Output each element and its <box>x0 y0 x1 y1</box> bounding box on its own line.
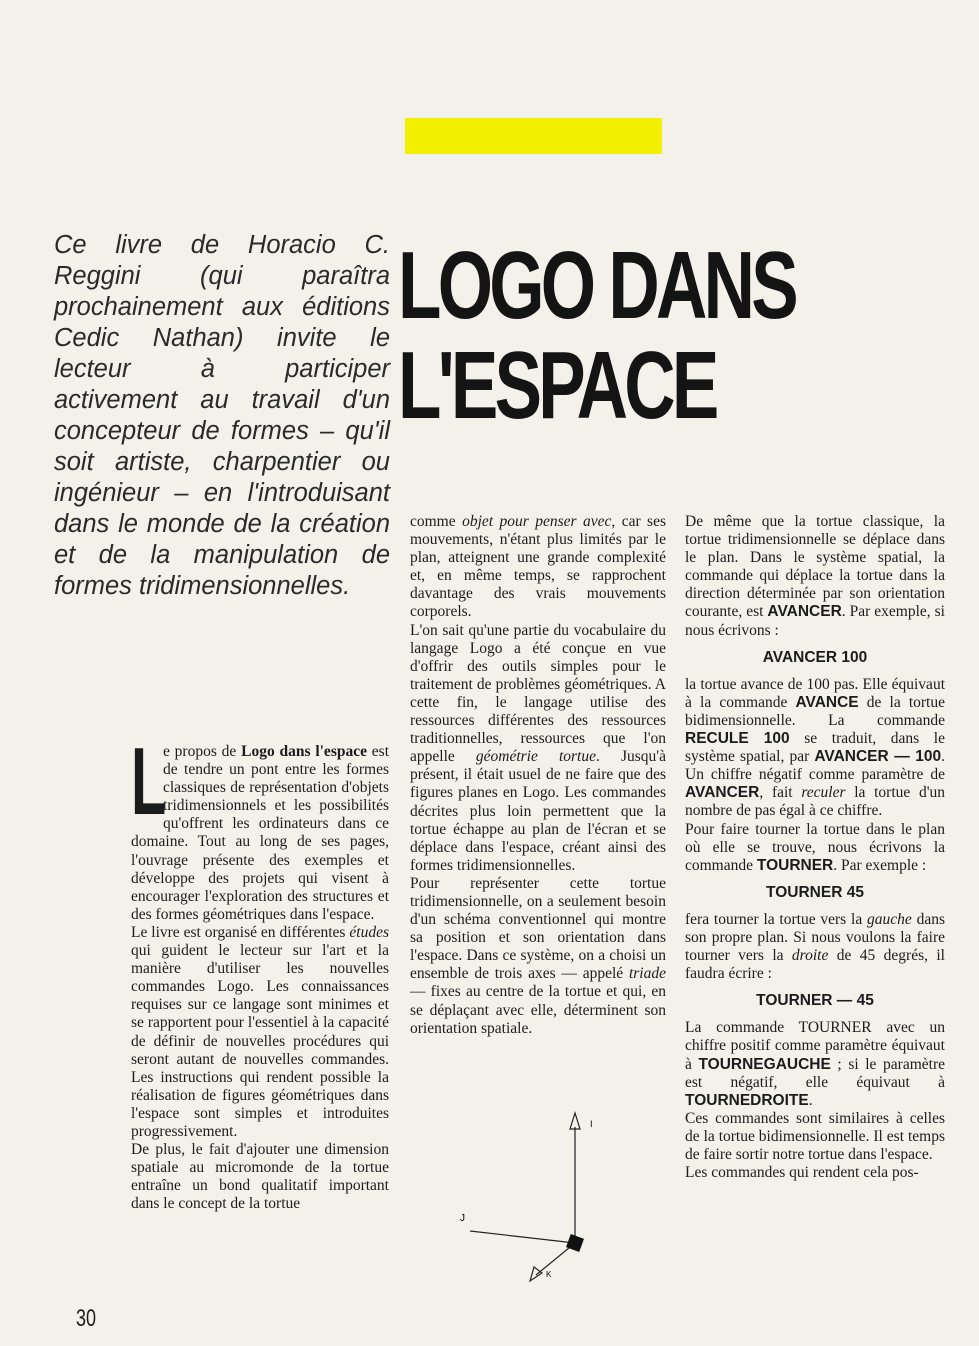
text-run: de 45 degrés, il faudra écrire : <box>685 947 945 983</box>
paragraph <box>410 622 666 875</box>
text-run: qui guident le lecteur sur l'art et la manière d'utiliser les nouvelles commandes Logo. Les connaissances requises sur ce langage sont minimes et se rapportent pour l'essentiel à la capacité de définir de nouvelles procédures qui seront autant de nouvelles commandes. Les instructions qui rendent possible la réalisation de figures géométriques dans l'espace sont simples et introduites progressivement. <box>131 942 389 1140</box>
highlight-mark <box>405 118 662 154</box>
paragraph <box>685 1019 945 1109</box>
column-1 <box>131 728 390 1213</box>
text-run: Pour représenter cette tortue tridimensionnelle, on a seulement besoin d'un schéma conventionnel qui montre sa position et son orientation dans l'espace. Dans ce système, on a choisi un ensemble de trois axes — appelé <box>410 874 666 983</box>
emphasis: triade <box>628 965 666 983</box>
arrow-k-icon <box>530 1267 542 1281</box>
label-i: I <box>590 1119 593 1129</box>
text-run: De même que la tortue classique, la tortue tridimensionnelle se déplace dans le plan. Dans le système spatial, la commande qui déplace la tortue dans la direction déterminée par son orientation courante, est <box>685 513 945 621</box>
command-keyword: AVANCE <box>795 693 859 711</box>
text-run: — fixes au centre de la tortue et qui, en se déplaçant avec elle, déterminent son orientation spatiale. <box>410 983 666 1037</box>
command-keyword: TOURNEGAUCHE <box>698 1055 831 1073</box>
paragraph <box>131 728 390 924</box>
turtle-icon <box>566 1234 584 1252</box>
text-run: e propos de <box>163 743 242 760</box>
text-run: , car ses mouvements, n'étant plus limités par le plan, atteignent une grande complexité et, en même temps, se rapprochent davantage des vrais mouvements corporels. <box>410 513 666 621</box>
text-run: comme <box>410 513 463 530</box>
command-keyword: AVANCER <box>767 603 842 621</box>
paragraph <box>685 513 945 640</box>
paragraph: Les commandes qui rendent cela pos- <box>685 1164 919 1182</box>
title-line-2: L'ESPACE <box>398 332 716 439</box>
command-keyword: AVANCER <box>685 784 760 802</box>
command-keyword: AVANCER — 100 <box>814 748 942 766</box>
command-example: TOURNER — 45 <box>756 992 874 1010</box>
text-run: . <box>808 1091 813 1109</box>
text-run: se traduit, dans le système spatial, par <box>685 730 945 766</box>
intro-text: Ce livre de Horacio C. Reggini (qui paraîtra prochainement aux éditions Cedic Nathan) invite le lecteur à participer activement au travail d'un concepteur de formes – qu'il soit artiste, charpentier ou ingénieur – en l'introduisant dans le monde de la création et de la manipulation de formes tridimensionnelles. <box>54 231 390 600</box>
paragraph <box>131 924 389 1141</box>
paragraph: Ces commandes sont similaires à celles de la tortue bidimensionnelle. Il est temps de faire sortir notre tortue dans l'espace. <box>685 1109 945 1163</box>
axis-j <box>470 1231 575 1243</box>
text-run: Le livre est organisé en différentes <box>131 923 350 941</box>
text-run: . Jusqu'à présent, il était usuel de ne faire que des figures planes en Logo. Les commandes décrites plus loin permettent que la tortue échappe au plan de l'écran et se déplace dans l'espace, créant ainsi des formes tridimensionnelles. <box>410 748 666 874</box>
paragraph <box>410 875 666 1038</box>
text-run: . Par exemple : <box>833 856 927 874</box>
page-title <box>398 232 795 439</box>
bleed-through-text <box>190 100 201 143</box>
paragraph <box>685 821 945 875</box>
emphasis: droite <box>791 947 829 965</box>
emphasis: géométrie tortue <box>475 748 596 766</box>
label-k: K <box>546 1270 552 1279</box>
text-run: fera tourner la tortue vers la <box>685 910 867 928</box>
text-run: . Par exemple, si nous écrivons : <box>685 603 945 639</box>
emphasis: gauche <box>867 910 912 928</box>
book-title: Logo dans l'espace <box>241 743 367 760</box>
command-example: AVANCER 100 <box>762 648 868 666</box>
text-run: dans son propre plan. Si nous voulons la faire tourner vers la <box>685 910 945 965</box>
text-run: de la tortue bidimensionnelle. La commande <box>685 693 945 729</box>
command-keyword: RECULE 100 <box>685 730 790 748</box>
label-j: J <box>460 1213 465 1224</box>
paragraph <box>685 911 945 983</box>
paragraph: De plus, le fait d'ajouter une dimension spatiale au micromonde de la tortue entraîne un bond qualitatif important dans le concept de la tortue <box>131 1141 389 1213</box>
text-run: est de tendre un pont entre les formes classiques de représentation d'objets tridimensionnels et les possibilités qu'offrent les ordinateurs dans ce domaine. Tout au long de ses pages, l'ouvrage présente des exemples et développe des projets qui visent à encourager l'exploration des structures et des formes géométriques dans l'espace. <box>131 743 390 923</box>
column-2 <box>410 513 666 1038</box>
command-keyword: TOURNEDROITE <box>685 1091 809 1109</box>
command-keyword: TOURNER <box>756 856 834 874</box>
text-run: . Un chiffre négatif comme paramètre de <box>685 748 945 784</box>
paragraph <box>685 676 945 821</box>
text-run: la tortue d'un nombre de pas égal à ce chiffre. <box>685 784 946 820</box>
arrow-i-icon <box>570 1113 580 1129</box>
emphasis: objet pour penser avec <box>462 513 612 530</box>
text-run: la tortue avance de 100 pas. Elle équivaut à la commande <box>685 675 945 711</box>
text-run: La commande TOURNER avec un chiffre positif comme paramètre équivaut à <box>685 1019 945 1073</box>
triad-diagram <box>440 1105 593 1285</box>
text-run: , fait <box>759 784 802 802</box>
text-run: ; si le paramètre est négatif, elle équivaut à <box>685 1055 945 1091</box>
paragraph <box>410 513 666 622</box>
column-3 <box>685 513 945 1182</box>
command-example: TOURNER 45 <box>766 883 864 901</box>
drop-cap: L <box>131 728 167 835</box>
emphasis: reculer <box>801 784 846 802</box>
page-number: 30 <box>76 1305 97 1332</box>
text-run: Pour faire tourner la tortue dans le plan où elle se trouve, nous écrivons la commande <box>685 820 945 874</box>
title-line-1: LOGO DANS <box>398 232 795 339</box>
text-run: L'on sait qu'une partie du vocabulaire du langage Logo a été conçue en vue d'offrir des outils simples pour le traitement de problèmes géométriques. A cette fin, le langage utilise des ressources différentes des ressources traditionnelles, ressources que l'on appelle <box>410 621 666 766</box>
emphasis: études <box>349 923 389 941</box>
